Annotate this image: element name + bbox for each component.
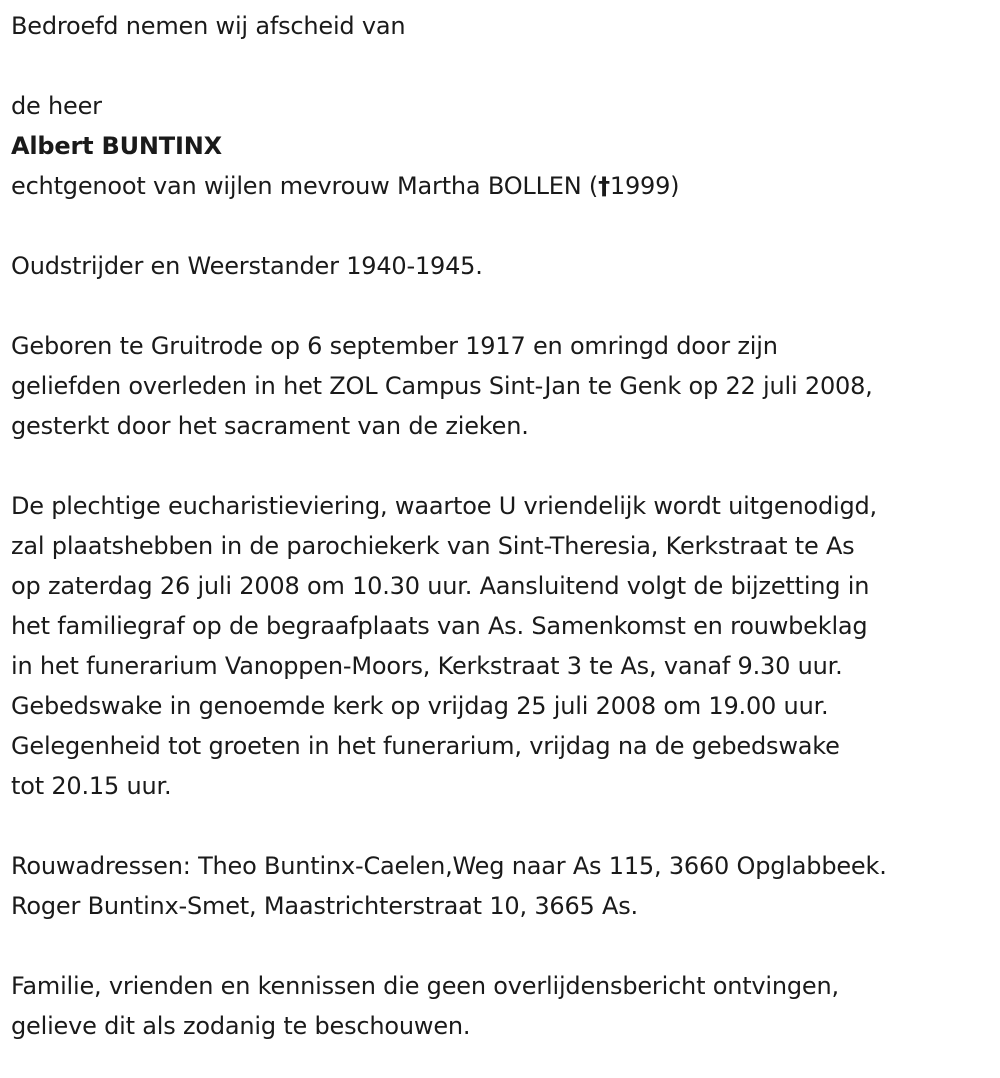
closing-line: gelieve dit als zodanig te beschouwen. — [11, 1012, 471, 1040]
obituary-notice — [11, 6, 991, 1046]
spacer — [11, 206, 991, 246]
deceased-name: Albert BUNTINX — [11, 132, 222, 160]
spacer — [11, 806, 991, 846]
ceremony-line: het familiegraf op de begraafplaats van As. Samenkomst en rouwbeklag — [11, 612, 868, 640]
spacer — [11, 926, 991, 966]
spouse-text: echtgenoot van wijlen mevrouw Martha BOLLEN ( — [11, 172, 599, 200]
ceremony-line: De plechtige eucharistieviering, waartoe U vriendelijk wordt uitgenodigd, — [11, 492, 877, 520]
cross-icon: † — [598, 172, 610, 200]
spacer — [11, 446, 991, 486]
address-line: Rouwadressen: Theo Buntinx-Caelen,Weg naar As 115, 3660 Opglabbeek. — [11, 852, 887, 880]
ceremony-line: in het funerarium Vanoppen-Moors, Kerkstraat 3 te As, vanaf 9.30 uur. — [11, 652, 843, 680]
veteran-text: Oudstrijder en Weerstander 1940-1945. — [11, 252, 483, 280]
birth-death-line: gesterkt door het sacrament van de zieken. — [11, 412, 529, 440]
spouse-line — [11, 166, 991, 206]
closing-line: Familie, vrienden en kennissen die geen overlijdensbericht ontvingen, — [11, 972, 839, 1000]
spacer — [11, 46, 991, 86]
birth-death-line: geliefden overleden in het ZOL Campus Sint-Jan te Genk op 22 juli 2008, — [11, 372, 873, 400]
ceremony-line: Gelegenheid tot groeten in het funerarium, vrijdag na de gebedswake — [11, 732, 840, 760]
honorific: de heer — [11, 92, 102, 120]
ceremony-line: Gebedswake in genoemde kerk op vrijdag 25 juli 2008 om 19.00 uur. — [11, 692, 829, 720]
spacer — [11, 286, 991, 326]
birth-death-line: Geboren te Gruitrode op 6 september 1917 en omringd door zijn — [11, 332, 778, 360]
intro-text: Bedroefd nemen wij afscheid van — [11, 12, 406, 40]
spouse-year: 1999) — [609, 172, 680, 200]
ceremony-line: tot 20.15 uur. — [11, 772, 172, 800]
ceremony-line: zal plaatshebben in de parochiekerk van Sint-Theresia, Kerkstraat te As — [11, 532, 855, 560]
ceremony-line: op zaterdag 26 juli 2008 om 10.30 uur. Aansluitend volgt de bijzetting in — [11, 572, 870, 600]
address-line: Roger Buntinx-Smet, Maastrichterstraat 10, 3665 As. — [11, 892, 638, 920]
